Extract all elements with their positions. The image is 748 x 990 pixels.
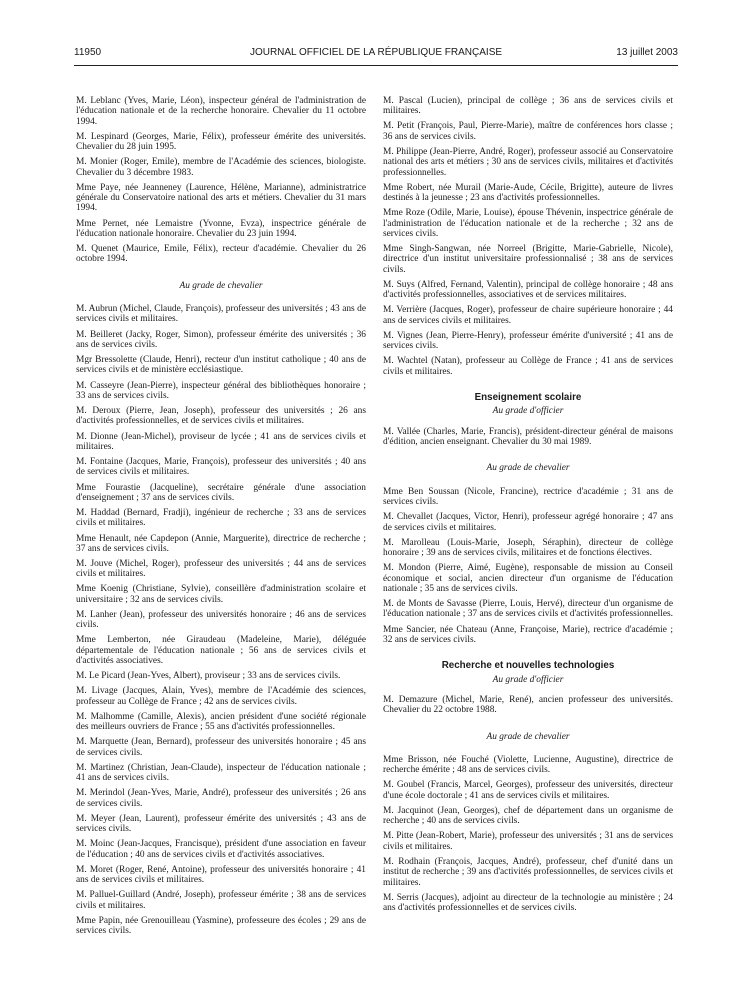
award-entry: M. Rodhain (François, Jacques, André), professeur, chef d'unité dans un institut de recherche ; 39 ans d'activités professionnelles, de services civils et militaires.	[383, 856, 673, 888]
issue-date: 13 juillet 2003	[616, 47, 678, 58]
award-entry: M. Pascal (Lucien), principal de collège ; 36 ans de services civils et militaires.	[383, 96, 673, 117]
recherche-chevalier-entries	[383, 755, 673, 913]
award-entry: M. Haddad (Bernard, Fradji), ingénieur de recherche ; 33 ans de services civils et militaires.	[76, 508, 366, 529]
award-entry: M. Marquette (Jean, Bernard), professeur des universités honoraire ; 45 ans de services civils.	[76, 737, 366, 758]
section-title-recherche: Recherche et nouvelles technologies	[441, 660, 615, 672]
award-entry: M. Lespinard (Georges, Marie, Félix), professeur émérite des universités. Chevalier du 28 juin 1995.	[76, 131, 366, 153]
award-entry: M. Suys (Alfred, Fernand, Valentin), principal de collège honoraire ; 48 ans d'activités professionnelles, associatives et de services militaires.	[383, 279, 673, 301]
award-entry: M. de Monts de Savasse (Pierre, Louis, Hervé), directeur d'un organisme de l'éducation nationale ; 37 ans de services civils et d'activités professionnelles.	[383, 599, 674, 620]
subheading-chevalier: Au grade de chevalier	[486, 731, 570, 742]
award-entry: M. Quenet (Maurice, Emile, Félix), recteur d'académie. Chevalier du 26 octobre 1994.	[76, 244, 366, 265]
subheading-officier: Au grade d'officier	[492, 674, 564, 685]
award-entry: M. Moinc (Jean-Jacques, Francisque), président d'une association en faveur de l'éducation ; 40 ans de services civils et d'activités associatives.	[76, 839, 366, 860]
award-entry: Mme Paye, née Jeanneney (Laurence, Hélène, Marianne), administratrice générale du Conservatoire national des arts et métiers. Chevalier du 31 mars 1994.	[76, 182, 366, 214]
award-entry: M. Leblanc (Yves, Marie, Léon), inspecteur général de l'administration de l'éducation nationale et de la recherche honoraire. Chevalier du 11 octobre 1994.	[76, 96, 366, 127]
award-entry: M. Dionne (Jean-Michel), proviseur de lycée ; 41 ans de services civils et militaires.	[76, 431, 366, 452]
award-entry: Mme Pernet, née Lemaistre (Yvonne, Evza), inspectrice générale de l'éducation nationale honoraire. Chevalier du 23 juin 1994.	[76, 218, 366, 239]
award-entry: M. Meyer (Jean, Laurent), professeur émérite des universités ; 43 ans de services civils.	[76, 813, 366, 835]
award-entry: Mme Sancier, née Chateau (Anne, Françoise, Marie), rectrice d'académie ; 32 ans de services civils.	[383, 624, 673, 645]
subheading-officier: Au grade d'officier	[492, 406, 564, 417]
subheading-chevalier: Au grade de chevalier	[179, 280, 263, 291]
scolaire-chevalier-entries	[383, 487, 673, 645]
award-entry: Mme Roze (Odile, Marie, Louise), épouse Thévenin, inspectrice générale de l'administration de l'éducation nationale et de la recherche ; 32 ans de services civils.	[383, 208, 673, 239]
award-entry: M. Jacquinot (Jean, Georges), chef de département dans un organisme de recherche ; 40 ans de services civils.	[383, 805, 673, 827]
award-entry: M. Demazure (Michel, Marie, René), ancien professeur des universités. Chevalier du 22 octobre 1988.	[383, 694, 673, 716]
header-rule	[74, 65, 678, 66]
award-entry: Mme Brisson, née Fouché (Violette, Lucienne, Augustine), directrice de recherche émérite ; 48 ans de services civils.	[383, 754, 673, 776]
award-entry: M. Casseyre (Jean-Pierre), inspecteur général des bibliothèques honoraire ; 33 ans de services civils.	[76, 380, 366, 401]
section-title-enseignement-scolaire: Enseignement scolaire	[474, 392, 582, 404]
award-entry: M. Lanher (Jean), professeur des universités honoraire ; 46 ans de services civils.	[76, 609, 366, 631]
award-entry: M. Philippe (Jean-Pierre, André, Roger), professeur associé au Conservatoire national des arts et métiers ; 30 ans de services civils, militaires et d'activités professionnelles.	[383, 146, 673, 178]
left-column	[76, 96, 366, 941]
award-entry: M. Marolleau (Louis-Marie, Joseph, Séraphin), directeur de collège honoraire ; 39 ans de services civils, militaires et de fonctions électives.	[383, 537, 673, 559]
award-entry: M. Pitte (Jean-Robert, Marie), professeur des universités ; 31 ans de services civils et militaires.	[383, 831, 673, 852]
award-entry: Mgr Bressolette (Claude, Henri), recteur d'un institut catholique ; 40 ans de services civils et de ministère ecclésiastique.	[76, 355, 366, 376]
award-entry: Mme Ben Soussan (Nicole, Francine), rectrice d'académie ; 31 ans de services civils.	[383, 486, 673, 508]
award-entry: Mme Henault, née Capdepon (Annie, Marguerite), directrice de recherche ; 37 ans de services civils.	[76, 533, 366, 554]
award-entry: M. Palluel-Guillard (André, Joseph), professeur émérite ; 38 ans de services civils et militaires.	[76, 890, 366, 911]
subheading-chevalier: Au grade de chevalier	[486, 463, 570, 474]
right-column	[383, 96, 673, 918]
award-entry: M. Jouve (Michel, Roger), professeur des universités ; 44 ans de services civils et militaires.	[76, 558, 366, 580]
page-number: 11950	[74, 47, 102, 58]
award-entry: M. Beilleret (Jacky, Roger, Simon), professeur émérite des universités ; 36 ans de services civils.	[76, 329, 366, 350]
award-entry: M. Fontaine (Jacques, Marie, François), professeur des universités ; 40 ans de services civils et militaires.	[76, 457, 366, 478]
award-entry: M. Le Picard (Jean-Yves, Albert), proviseur ; 33 ans de services civils.	[76, 671, 341, 682]
award-entry: M. Vignes (Jean, Pierre-Henry), professeur émérite d'université ; 41 ans de services civils.	[383, 330, 673, 352]
award-entry: Mme Fourastie (Jacqueline), secrétaire générale d'une association d'enseignement ; 37 ans de services civils.	[76, 482, 366, 503]
award-entry: Mme Koenig (Christiane, Sylvie), conseillère d'administration scolaire et universitaire ; 32 ans de services civils.	[76, 584, 366, 605]
scolaire-officier-entries	[383, 427, 673, 448]
award-entry: Mme Lemberton, née Giraudeau (Madeleine, Marie), déléguée départementale de l'éducation nationale ; 56 ans de services civils et d'activités associatives.	[76, 635, 366, 667]
page-header	[74, 47, 678, 61]
recherche-officier-entries	[383, 695, 673, 716]
award-entry: M. Petit (François, Paul, Pierre-Marie), maître de conférences hors classe ; 36 ans de services civils.	[383, 121, 673, 142]
journal-title: JOURNAL OFFICIEL DE LA RÉPUBLIQUE FRANÇAISE	[249, 47, 503, 58]
award-entry: M. Monier (Roger, Emile), membre de l'Académie des sciences, biologiste. Chevalier du 3 décembre 1983.	[76, 157, 366, 178]
award-entry: M. Martinez (Christian, Jean-Claude), inspecteur de l'éducation nationale ; 41 ans de services civils.	[76, 762, 366, 784]
award-entry: M. Wachtel (Natan), professeur au Collège de France ; 41 ans de services civils et militaires.	[383, 356, 673, 377]
award-entry: Mme Papin, née Grenouilleau (Yasmine), professeure des écoles ; 29 ans de services civils.	[76, 915, 366, 937]
award-entry: M. Serris (Jacques), adjoint au directeur de la technologie au ministère ; 24 ans d'activités professionnelles et de services civils.	[383, 892, 673, 914]
award-entry: M. Malhomme (Camille, Alexis), ancien président d'une société régionale des meilleurs ouvriers de France ; 55 ans d'activités professionnelles.	[76, 711, 366, 733]
award-entry: M. Verrière (Jacques, Roger), professeur de chaire supérieure honoraire ; 44 ans de services civils et militaires.	[383, 305, 673, 326]
award-entry: M. Deroux (Pierre, Jean, Joseph), professeur des universités ; 26 ans d'activités professionnelles, et de services civils et militaires.	[76, 406, 366, 427]
right-top-entries	[383, 96, 673, 377]
award-entry: M. Livage (Jacques, Alain, Yves), membre de l'Académie des sciences, professeur au Collège de France ; 42 ans de services civils.	[76, 686, 366, 707]
award-entry: M. Merindol (Jean-Yves, Marie, André), professeur des universités ; 26 ans de services civils.	[76, 788, 366, 809]
award-entry: M. Moret (Roger, René, Antoine), professeur des universités honoraire ; 41 ans de services civils et militaires.	[76, 864, 366, 886]
award-entry: M. Aubrun (Michel, Claude, François), professeur des universités ; 43 ans de services civils et militaires.	[76, 304, 366, 325]
award-entry: Mme Robert, née Murail (Marie-Aude, Cécile, Brigitte), auteure de livres destinés à la jeunesse ; 23 ans d'activités professionnelles.	[383, 182, 673, 204]
award-entry: M. Goubel (Francis, Marcel, Georges), professeur des universités, directeur d'une école doctorale ; 41 ans de services civils et militaires.	[383, 780, 673, 801]
award-entry: M. Vallée (Charles, Marie, Francis), président-directeur général de maisons d'édition, ancien enseignant. Chevalier du 30 mai 1989.	[383, 426, 673, 448]
award-entry: M. Chevallet (Jacques, Victor, Henri), professeur agrégé honoraire ; 47 ans de services civils et militaires.	[383, 512, 673, 533]
award-entry: M. Mondon (Pierre, Aimé, Eugène), responsable de mission au Conseil économique et social, ancien directeur d'un organisme de l'éducation nationale ; 35 ans de services civils.	[383, 563, 673, 594]
left-top-entries	[76, 96, 366, 265]
award-entry: Mme Singh-Sangwan, née Norreel (Brigitte, Marie-Gabrielle, Nicole), directrice d'un institut universitaire professionnalisé ; 38 ans de services civils.	[383, 244, 673, 275]
left-chevalier-entries	[76, 304, 366, 936]
